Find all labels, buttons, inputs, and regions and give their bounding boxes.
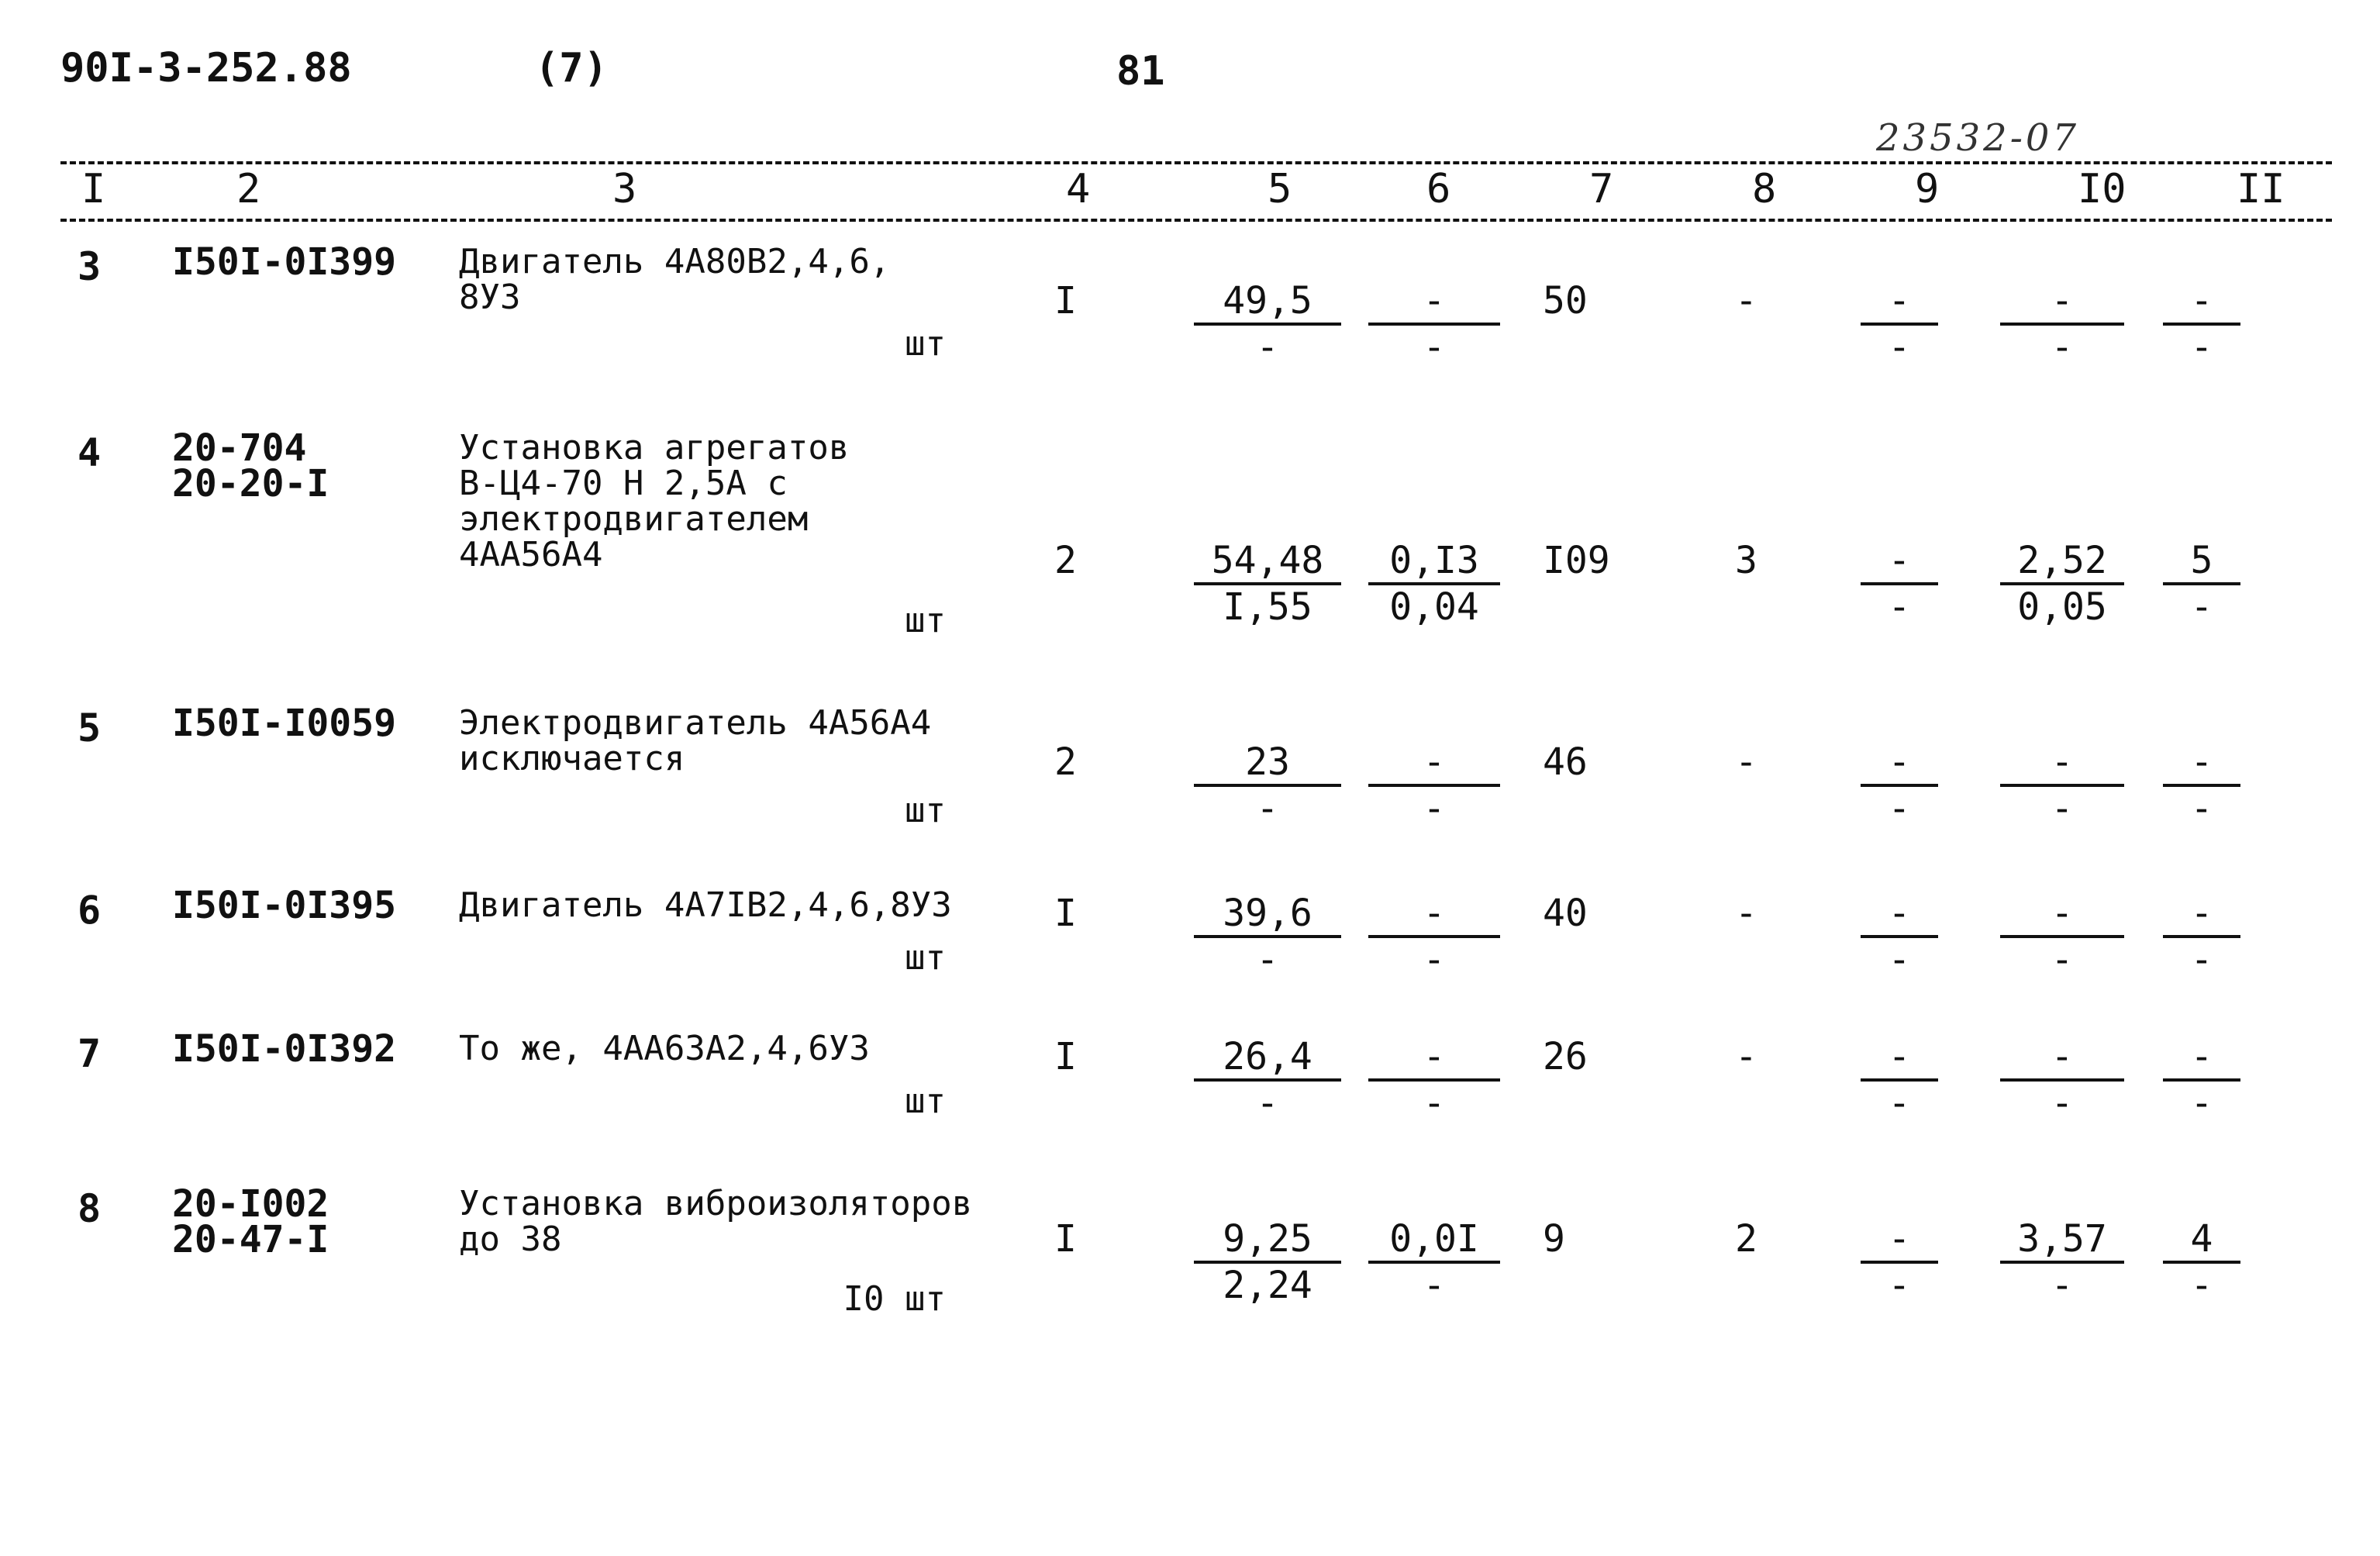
col11-value-numerator: 5 (2163, 539, 2240, 585)
col5-value-numerator: 39,6 (1194, 892, 1341, 938)
col11-value-denominator: - (2190, 938, 2213, 982)
col9-value-numerator: - (1861, 892, 1938, 938)
col7-value: I09 (1543, 539, 1610, 582)
row-number: 5 (78, 706, 102, 750)
row-name-line: Установка виброизоляторов (459, 1184, 973, 1223)
col5-value (1194, 539, 1341, 629)
col6-value (1368, 279, 1500, 369)
row-quantity: I (1054, 1035, 1077, 1078)
col5-value-denominator: - (1256, 326, 1279, 369)
row-unit: шт (905, 601, 946, 640)
col10-value-numerator: 3,57 (2000, 1217, 2124, 1264)
row-unit: шт (905, 1082, 946, 1121)
row-code: 20-704 (172, 426, 307, 470)
column-header-8: 8 (1752, 166, 1777, 212)
col10-value-denominator: 0,05 (2017, 585, 2107, 629)
row-name-line: То же, 4АА63А2,4,6УЗ (459, 1029, 870, 1068)
col8-value: - (1735, 740, 1757, 784)
col10-value (2000, 539, 2124, 629)
col5-value-denominator: I,55 (1223, 585, 1312, 629)
col7-value: 50 (1543, 279, 1588, 323)
col6-value-numerator: 0,0I (1368, 1217, 1500, 1264)
row-name-line: до 38 (459, 1220, 562, 1259)
row-number: 8 (78, 1186, 102, 1231)
col7-value: 26 (1543, 1035, 1588, 1078)
column-header-10: I0 (2078, 166, 2126, 212)
row-name-line: исключается (459, 739, 685, 778)
col9-value (1861, 892, 1938, 982)
col7-value: 40 (1543, 892, 1588, 935)
col6-value-numerator: - (1368, 892, 1500, 938)
column-header-3: 3 (612, 166, 637, 212)
handwritten-stamp: 23532-07 (1876, 116, 2079, 160)
col10-value-numerator: - (2000, 892, 2124, 938)
col5-value-denominator: - (1256, 787, 1279, 830)
col10-value (2000, 1035, 2124, 1125)
col6-value-numerator: 0,I3 (1368, 539, 1500, 585)
row-unit: шт (905, 791, 946, 830)
col8-value: - (1735, 892, 1757, 935)
col11-value (2163, 740, 2240, 830)
row-quantity: I (1054, 1217, 1077, 1261)
col6-value-denominator: - (1423, 787, 1446, 830)
col10-value (2000, 740, 2124, 830)
col9-value-numerator: - (1861, 539, 1938, 585)
row-quantity: I (1054, 892, 1077, 935)
col11-value (2163, 892, 2240, 982)
row-name-line: 4АА56А4 (459, 535, 603, 574)
col6-value-denominator: - (1423, 326, 1446, 369)
row-unit: I0 шт (843, 1279, 946, 1319)
row-unit: шт (905, 938, 946, 978)
col9-value (1861, 539, 1938, 629)
col8-value: - (1735, 279, 1757, 323)
row-code: I50I-0I392 (172, 1027, 396, 1071)
header-rule-bottom (60, 219, 2332, 222)
col9-value (1861, 279, 1938, 369)
col9-value-numerator: - (1861, 740, 1938, 787)
col6-value-denominator: - (1423, 1264, 1446, 1307)
col9-value (1861, 740, 1938, 830)
col9-value-denominator: - (1888, 1264, 1911, 1307)
row-name-line: Двигатель 4А80В2,4,6, (459, 242, 891, 281)
col11-value (2163, 1217, 2240, 1307)
column-header-9: 9 (1915, 166, 1940, 212)
row-quantity: I (1054, 279, 1077, 323)
row-name-line: 8УЗ (459, 278, 521, 317)
col9-value-numerator: - (1861, 1217, 1938, 1264)
col9-value-denominator: - (1888, 787, 1911, 830)
column-header-6: 6 (1426, 166, 1451, 212)
col5-value-numerator: 26,4 (1194, 1035, 1341, 1082)
row-code: 20-20-I (172, 462, 329, 505)
col5-value (1194, 1035, 1341, 1125)
col6-value-denominator: 0,04 (1389, 585, 1479, 629)
col9-value (1861, 1217, 1938, 1307)
col5-value (1194, 892, 1341, 982)
col6-value (1368, 1035, 1500, 1125)
row-code: 20-47-I (172, 1218, 329, 1261)
col11-value-numerator: 4 (2163, 1217, 2240, 1264)
row-number: 7 (78, 1031, 102, 1076)
column-header-4: 4 (1066, 166, 1091, 212)
col10-value-numerator: 2,52 (2000, 539, 2124, 585)
col7-value: 46 (1543, 740, 1588, 784)
col10-value-numerator: - (2000, 279, 2124, 326)
col6-value-numerator: - (1368, 279, 1500, 326)
col10-value-denominator: - (2051, 787, 2074, 830)
col5-value-numerator: 9,25 (1194, 1217, 1341, 1264)
col9-value-numerator: - (1861, 279, 1938, 326)
col11-value-numerator: - (2163, 279, 2240, 326)
column-header-1: I (81, 166, 106, 212)
col5-value (1194, 279, 1341, 369)
col11-value-numerator: - (2163, 892, 2240, 938)
col9-value-denominator: - (1888, 326, 1911, 369)
col5-value-denominator: - (1256, 938, 1279, 982)
col6-value-denominator: - (1423, 938, 1446, 982)
column-header-11: II (2237, 166, 2285, 212)
col6-value-denominator: - (1423, 1082, 1446, 1125)
page-number: 81 (1116, 48, 1165, 95)
row-number: 6 (78, 888, 102, 933)
col9-value-denominator: - (1888, 585, 1911, 629)
col5-value-denominator: 2,24 (1223, 1264, 1312, 1307)
col8-value: 2 (1735, 1217, 1757, 1261)
document-code: 90I-3-252.88 (60, 45, 352, 91)
col10-value-denominator: - (2051, 1082, 2074, 1125)
col11-value-denominator: - (2190, 787, 2213, 830)
col8-value: 3 (1735, 539, 1757, 582)
col10-value (2000, 892, 2124, 982)
row-code: I50I-I0059 (172, 702, 396, 745)
col6-value-numerator: - (1368, 740, 1500, 787)
col5-value-denominator: - (1256, 1082, 1279, 1125)
row-code: I50I-0I399 (172, 240, 396, 284)
col11-value (2163, 539, 2240, 629)
col7-value: 9 (1543, 1217, 1565, 1261)
col11-value (2163, 279, 2240, 369)
col5-value-numerator: 23 (1194, 740, 1341, 787)
col10-value (2000, 279, 2124, 369)
col6-value (1368, 1217, 1500, 1307)
col6-value (1368, 539, 1500, 629)
col10-value-denominator: - (2051, 326, 2074, 369)
col6-value (1368, 740, 1500, 830)
column-header-5: 5 (1268, 166, 1292, 212)
row-name-line: В-Ц4-70 Н 2,5А с (459, 464, 788, 503)
col11-value-denominator: - (2190, 1082, 2213, 1125)
col5-value-numerator: 54,48 (1194, 539, 1341, 585)
row-name-line: Установка агрегатов (459, 428, 850, 467)
col10-value-numerator: - (2000, 740, 2124, 787)
col9-value-numerator: - (1861, 1035, 1938, 1082)
header-rule-top (60, 161, 2332, 164)
column-header-7: 7 (1589, 166, 1614, 212)
column-header-2: 2 (236, 166, 261, 212)
col11-value-denominator: - (2190, 1264, 2213, 1307)
col11-value-denominator: - (2190, 326, 2213, 369)
col10-value-numerator: - (2000, 1035, 2124, 1082)
row-code: I50I-0I395 (172, 884, 396, 927)
row-unit: шт (905, 324, 946, 364)
col10-value-denominator: - (2051, 938, 2074, 982)
row-name-line: Электродвигатель 4А56А4 (459, 703, 932, 743)
col8-value: - (1735, 1035, 1757, 1078)
row-number: 4 (78, 430, 102, 475)
col9-value-denominator: - (1888, 1082, 1911, 1125)
col6-value-numerator: - (1368, 1035, 1500, 1082)
row-quantity: 2 (1054, 539, 1077, 582)
col10-value-denominator: - (2051, 1264, 2074, 1307)
col5-value (1194, 740, 1341, 830)
col9-value-denominator: - (1888, 938, 1911, 982)
row-name-line: электродвигателем (459, 499, 809, 539)
row-name-line: Двигатель 4А7IВ2,4,6,8УЗ (459, 885, 952, 925)
col11-value-numerator: - (2163, 740, 2240, 787)
row-quantity: 2 (1054, 740, 1077, 784)
col10-value (2000, 1217, 2124, 1307)
col11-value-denominator: - (2190, 585, 2213, 629)
col11-value (2163, 1035, 2240, 1125)
col11-value-numerator: - (2163, 1035, 2240, 1082)
col6-value (1368, 892, 1500, 982)
col5-value (1194, 1217, 1341, 1307)
col5-value-numerator: 49,5 (1194, 279, 1341, 326)
section-number: (7) (535, 45, 608, 91)
row-code: 20-I002 (172, 1182, 329, 1226)
row-number: 3 (78, 244, 102, 289)
col9-value (1861, 1035, 1938, 1125)
